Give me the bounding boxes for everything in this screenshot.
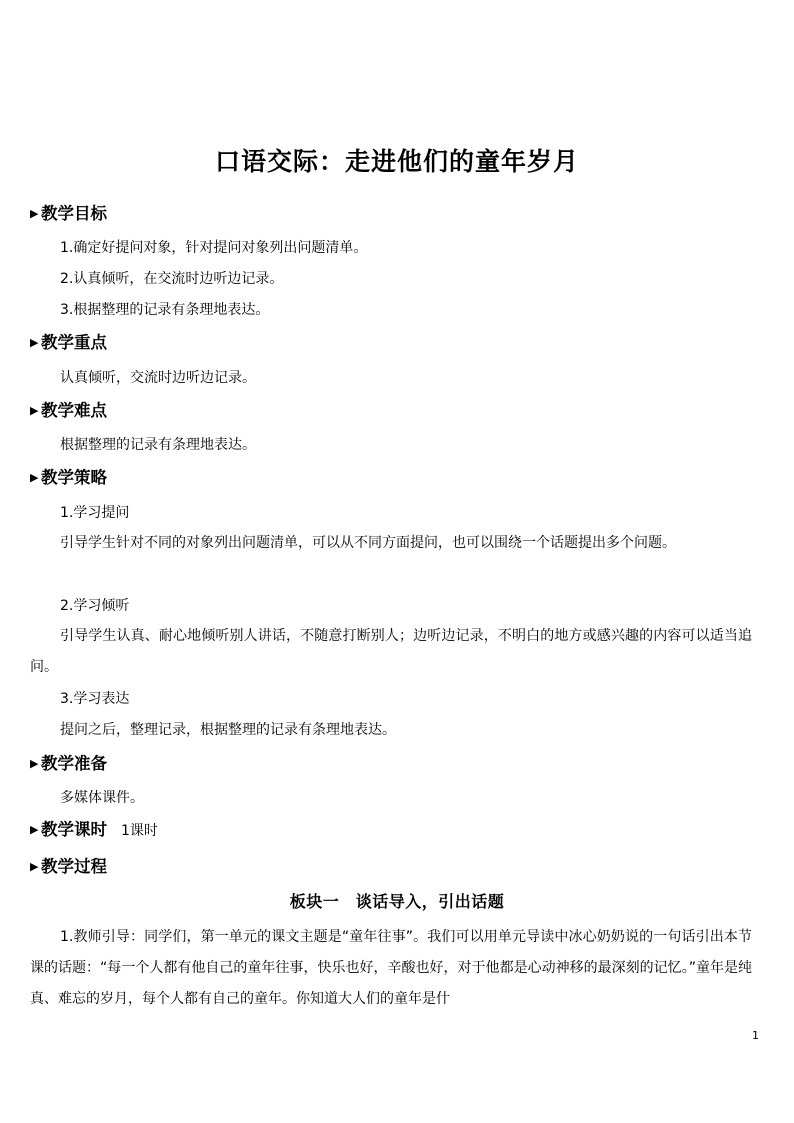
heading-preparation [30,752,107,776]
right-triangle-icon: ▶ [30,207,39,220]
heading-process [30,855,107,879]
strategy-label: 1.学习提问 [60,505,130,521]
strategy-label: 2.学习倾听 [60,598,130,614]
process-paragraph: 1.教师引导：同学们，第一单元的课文主题是“童年往事”。我们可以用单元导读中冰心奶奶说的一句话引出本节课的话题：“每一个人都有他自己的童年往事，快乐也好，辛酸也好，对于他都是心动神移的最深刻的记忆。”童年是纯真、难忘的岁月，每个人都有自己的童年。你知道大人们的童年是什 [30,929,752,1007]
right-triangle-icon: ▶ [30,860,39,873]
strategy-text: 提问之后，整理记录，根据整理的记录有条理地表达。 [60,722,396,738]
heading-difficulties [30,399,107,423]
strategy-label: 3.学习表达 [60,691,130,707]
block-title: 板块一 谈话导入，引出话题 [289,892,505,911]
heading-label: 教学难点 [41,401,107,420]
right-triangle-icon: ▶ [30,404,39,417]
heading-label: 教学课时 [41,820,107,839]
right-triangle-icon: ▶ [30,471,39,484]
page-number: 1 [752,1029,759,1042]
heading-strategies [30,466,107,490]
goal-item: 3.根据整理的记录有条理地表达。 [60,302,270,318]
goal-item: 2.认真倾听，在交流时边听边记录。 [60,271,284,287]
goal-item: 1.确定好提问对象，针对提问对象列出问题清单。 [60,240,368,256]
page-title: 口语交际：走进他们的童年岁月 [214,147,579,176]
key-points-text: 认真倾听，交流时边听边记录。 [60,370,256,386]
strategy-text: 引导学生针对不同的对象列出问题清单，可以从不同方面提问，也可以围绕一个话题提出多个问题。 [60,535,676,551]
heading-periods [30,818,158,843]
difficulties-text: 根据整理的记录有条理地表达。 [60,437,256,453]
heading-key-points [30,331,107,355]
heading-label: 教学目标 [41,204,107,223]
right-triangle-icon: ▶ [30,336,39,349]
heading-label: 教学准备 [41,754,107,773]
right-triangle-icon: ▶ [30,823,39,836]
heading-label: 教学策略 [41,468,107,487]
periods-value: 1课时 [121,823,158,839]
heading-label: 教学重点 [41,333,107,352]
right-triangle-icon: ▶ [30,757,39,770]
strategy-text: 引导学生认真、耐心地倾听别人讲话，不随意打断别人；边听边记录，不明白的地方或感兴趣的内容可以适当追问。 [30,628,752,675]
heading-teaching-goals [30,202,107,226]
preparation-text: 多媒体课件。 [60,790,144,806]
heading-label: 教学过程 [41,857,107,876]
